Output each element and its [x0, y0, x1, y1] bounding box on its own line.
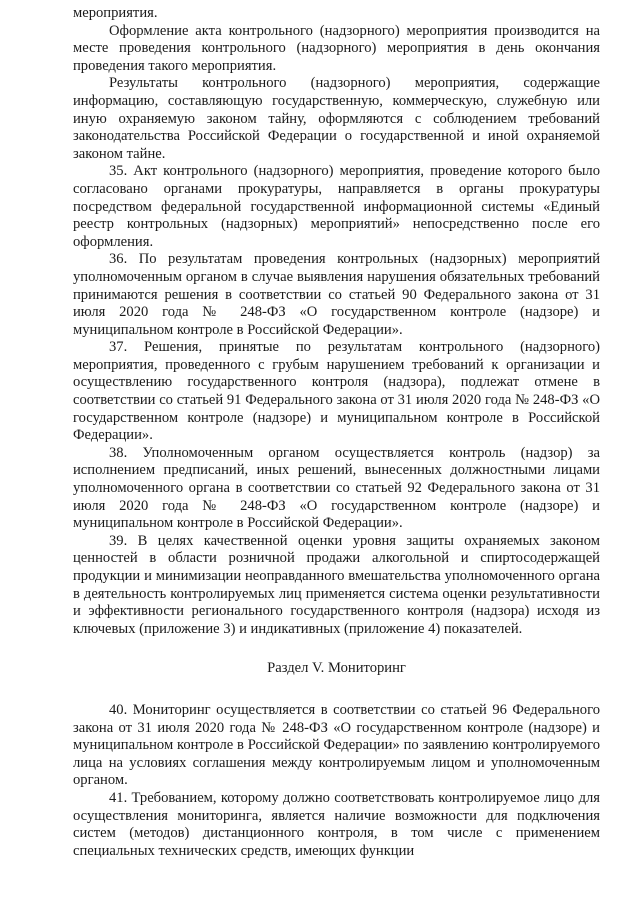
paragraph-continuation: мероприятия.: [73, 5, 158, 21]
paragraph-39: 39. В целях качественной оценки уровня защиты охраняемых законом ценностей в области розничной продажи алкогольной и спиртосодержащей продукции и минимизации неоправданного вмешательства уполномоченного органа в деятельность контролируемых лиц применяется система оценки результативности и эффективности регионального государственного контроля (надзора) исходя из ключевых (приложение 3) и индикативных (приложение 4) показателей.: [73, 532, 600, 637]
paragraph-40: 40. Мониторинг осуществляется в соответствии со статьей 96 Федерального закона от 31 июля 2020 года № 248-ФЗ «О государственном контроле (надзоре) и муниципальном контроле в Российской Федерации» по заявлению контролируемого лица на условиях соглашения между контролируемым лицом и уполномоченным органом.: [73, 701, 600, 789]
paragraph-act-registration: Оформление акта контрольного (надзорного) мероприятия производится на месте проведения контрольного (надзорного) мероприятия в день окончания проведения такого мероприятия.: [73, 22, 600, 74]
paragraph-35: 35. Акт контрольного (надзорного) мероприятия, проведение которого было согласовано органами прокуратуры, направляется в органы прокуратуры посредством федеральной государственной информационной системы «Единый реестр контрольных (надзорных) мероприятий» непосредственно после его оформления.: [73, 163, 600, 250]
paragraph-secret-info: Результаты контрольного (надзорного) мероприятия, содержащие информацию, составляющую государственную, коммерческую, служебную или иную охраняемую законом тайну, оформляются с соблюдением требований законодательства Российской Федерации о государственной и иной охраняемой законом тайне.: [73, 75, 600, 162]
section-heading: Раздел V. Мониторинг: [267, 660, 406, 677]
paragraph-37: 37. Решения, принятые по результатам контрольного (надзорного) мероприятия, проведенного с грубым нарушением требований к организации и осуществлению государственного контроля (надзора), подлежат отмене в соответствии со статьей 91 Федерального закона от 31 июля 2020 года № 248-ФЗ «О государственном контроле (надзоре) и муниципальном контроле в Российской Федерации».: [73, 339, 600, 444]
paragraph-41: 41. Требованием, которому должно соответствовать контролируемое лицо для осуществления мониторинга, является наличие возможности для подключения систем (методов) дистанционного контроля, в том числе с применением специальных технических средств, имеющих функции: [73, 789, 600, 859]
paragraph-38: 38. Уполномоченным органом осуществляется контроль (надзор) за исполнением предписаний, иных решений, вынесенных должностными лицами уполномоченного органа в соответствии со статьей 92 Федерального закона от 31 июля 2020 года № 248-ФЗ «О государственном контроле (надзоре) и муниципальном контроле в Российской Федерации».: [73, 444, 600, 532]
paragraph-36: 36. По результатам проведения контрольных (надзорных) мероприятий уполномоченным органом в случае выявления нарушения обязательных требований принимаются решения в соответствии со статьей 90 Федерального закона от 31 июля 2020 года № 248-ФЗ «О государственном контроле (надзоре) и муниципальном контроле в Российской Федерации».: [73, 251, 600, 338]
